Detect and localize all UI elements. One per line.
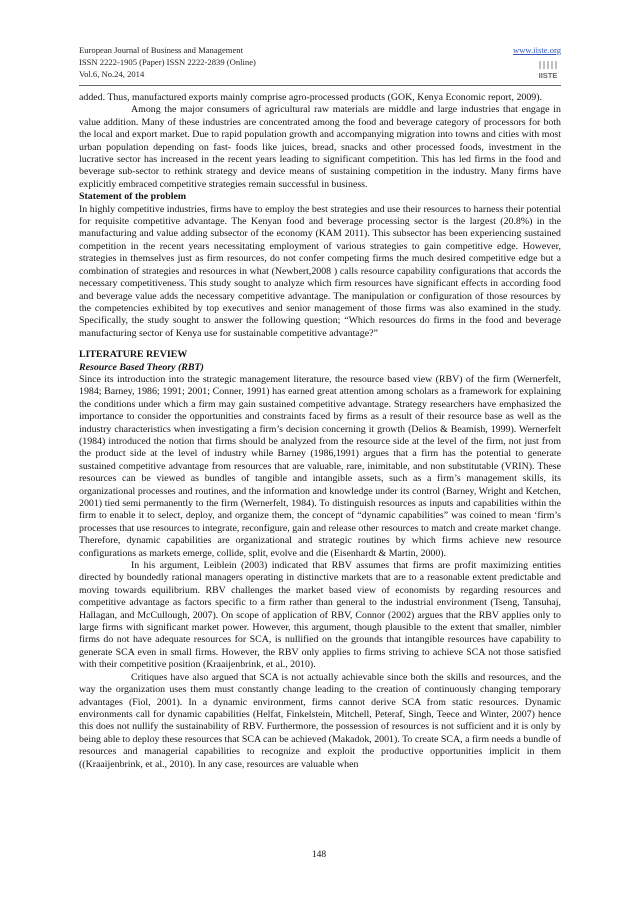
subsection-heading-rbt: Resource Based Theory (RBT) bbox=[79, 361, 204, 373]
page-header bbox=[79, 44, 561, 80]
paragraph: In his argument, Leiblein (2003) indicated that RBV assumes that firms are profit maximizing entities directed by boundedly rational managers operating in distinctive markets that are to a reasonable extent predictable and moving towards equilibrium. RBV challenges the market based view of economists by regarding resources and competitive advantage as factors specific to a firm rather than general to the industrial environment (Tseng, Tansuhaj, Hallagan, and McCullough, 2007). On scope of application of RBV, Connor (2002) argues that the RBV applies only to large firms with significant market power. However, this argument, though plausible to the extent that smaller, nimbler firms do not have adequate resources for SCA, is nullified on the grounds that intangible resources have capability to generate SCA even in small firms. However, the RBV only applies to firms striving to achieve SCA not those satisfied with their competitive position (Kraaijenbrink, et al., 2010). bbox=[79, 560, 561, 671]
volume-line: Vol.6, No.24, 2014 bbox=[79, 69, 145, 79]
paragraph: Among the major consumers of agricultural raw materials are middle and large industries that engage in value addition. Many of these industries are concentrated among the food and beverage category of processors for both the local and export market. Due to rapid population growth and accompanying migration into towns and cities with most urban population depending on fast- foods like juices, bread, snacks and other processed foods, investment in the lucrative sector has increased in the recent years leading to significant competition. This has led firms in the food and beverage sub-sector to rethink strategy and device means of sustaining competition in the industry. Many firms have explicitly embraced competitive strategies remain successful in business. bbox=[79, 104, 561, 190]
iiste-logo-icon bbox=[535, 60, 561, 80]
page-number: 148 bbox=[311, 850, 327, 860]
paragraph: added. Thus, manufactured exports mainly comprise agro-processed products (GOK, Kenya Economic report, 2009). bbox=[79, 92, 542, 103]
issn-line: ISSN 2222-1905 (Paper) ISSN 2222-2839 (Online) bbox=[79, 57, 256, 67]
section-spacer bbox=[79, 340, 561, 349]
section-heading-problem: Statement of the problem bbox=[79, 191, 187, 203]
journal-url-link[interactable]: www.iiste.org bbox=[513, 45, 561, 55]
article-body bbox=[79, 92, 561, 771]
section-heading-literature: LITERATURE REVIEW bbox=[79, 349, 188, 361]
paragraph: Since its introduction into the strategic management literature, the resource based view (RBV) of the firm (Wernerfelt, 1984; Barney, 1986; 1991; 2001; Conner, 1991) has earned great attention among scholars as a framework for explaining the conditions under which a firm may gain sustained competitive advantage. Strategy researchers have emphasized the importance to consider the opportunities and constraints faced by firms as a result of their resource base as well as the industry characteristics when investigating a firm’s decision concerning it growth (Delios & Beamish, 1999). Wernerfelt (1984) introduced the notion that firms should be analyzed from the resource side at the level of the firm, not just from the product side at the level of industry while Barney (1986,1991) argues that a firm has the potential to generate sustained competitive advantage from resources that are valuable, rare, inimitable, and non substitutable (VRIN). These resources can be viewed as bundles of tangible and intangible assets, such as a firm’s management skills, its organizational processes and routines, and the information and knowledge under its control (Barney, Wright and Ketchen, 2001) tied semi permanently to the firm (Wernerfelt, 1984). To distinguish resources as inputs and capabilities within the firm to enable it to select, deploy, and organize them, the concept of “dynamic capabilities” was coined to mean ‘firm’s processes that use resources to integrate, reconfigure, gain and release other resources to match and create market change. Therefore, dynamic capabilities are organizational and strategic routines by which firms achieve new resource configurations as markets emerge, collide, split, evolve and die (Eisenhardt & Martin, 2000). bbox=[79, 373, 561, 559]
paragraph: In highly competitive industries, firms have to employ the best strategies and use their resources to harness their potential for requisite competitive advantage. The Kenyan food and beverage processing sector is the largest (20.8%) in the manufacturing and value adding subsector of the economy (KAM 2011). This subsector has been experiencing sustained competition in the recent years necessitating employment of various strategies to gain competitive edge. However, strategies in themselves just as firm resources, do not confer competing firms the much desired competitive edge but a combination of strategies and resources in what (Newbert,2008 ) calls resource capability configurations that accords the necessary competitiveness. This study sought to analyze which firm resources have significant effects in according food and beverage value adds the necessary competitive advantage. The manipulation or configuration of those resources by the competencies exhibited by top executives and senior management of those firms was also examined in the study. Specifically, the study sought to answer the following question; “Which resources do firms in the food and beverage manufacturing sector of Kenya use for sustainable competitive advantage?” bbox=[79, 203, 561, 339]
paragraph: Critiques have also argued that SCA is not actually achievable since both the skills and resources, and the way the organization uses them must constantly change leading to the creation of continuously changing temporary advantages (Fiol, 2001). In a dynamic environment, firms cannot derive SCA from static resources. Dynamic environments call for dynamic capabilities (Helfat, Finkelstein, Mitchell, Peteraf, Singh, Teece and Winter, 2007) hence this does not nullify the sustainability of RBV. Furthermore, the possession of resources is not sufficient and it is only by being able to deploy these resources that SCA can be achieved (Makadok, 2001). To create SCA, a firm needs a bundle of resources and managerial capabilities to recognize and exploit the productive opportunities implicit in them ((Kraaijenbrink, et al., 2010). In any case, resources are valuable when bbox=[79, 671, 561, 770]
logo-text: IISTE bbox=[538, 71, 558, 80]
header-rule bbox=[79, 85, 561, 86]
journal-name: European Journal of Business and Management bbox=[79, 45, 243, 55]
